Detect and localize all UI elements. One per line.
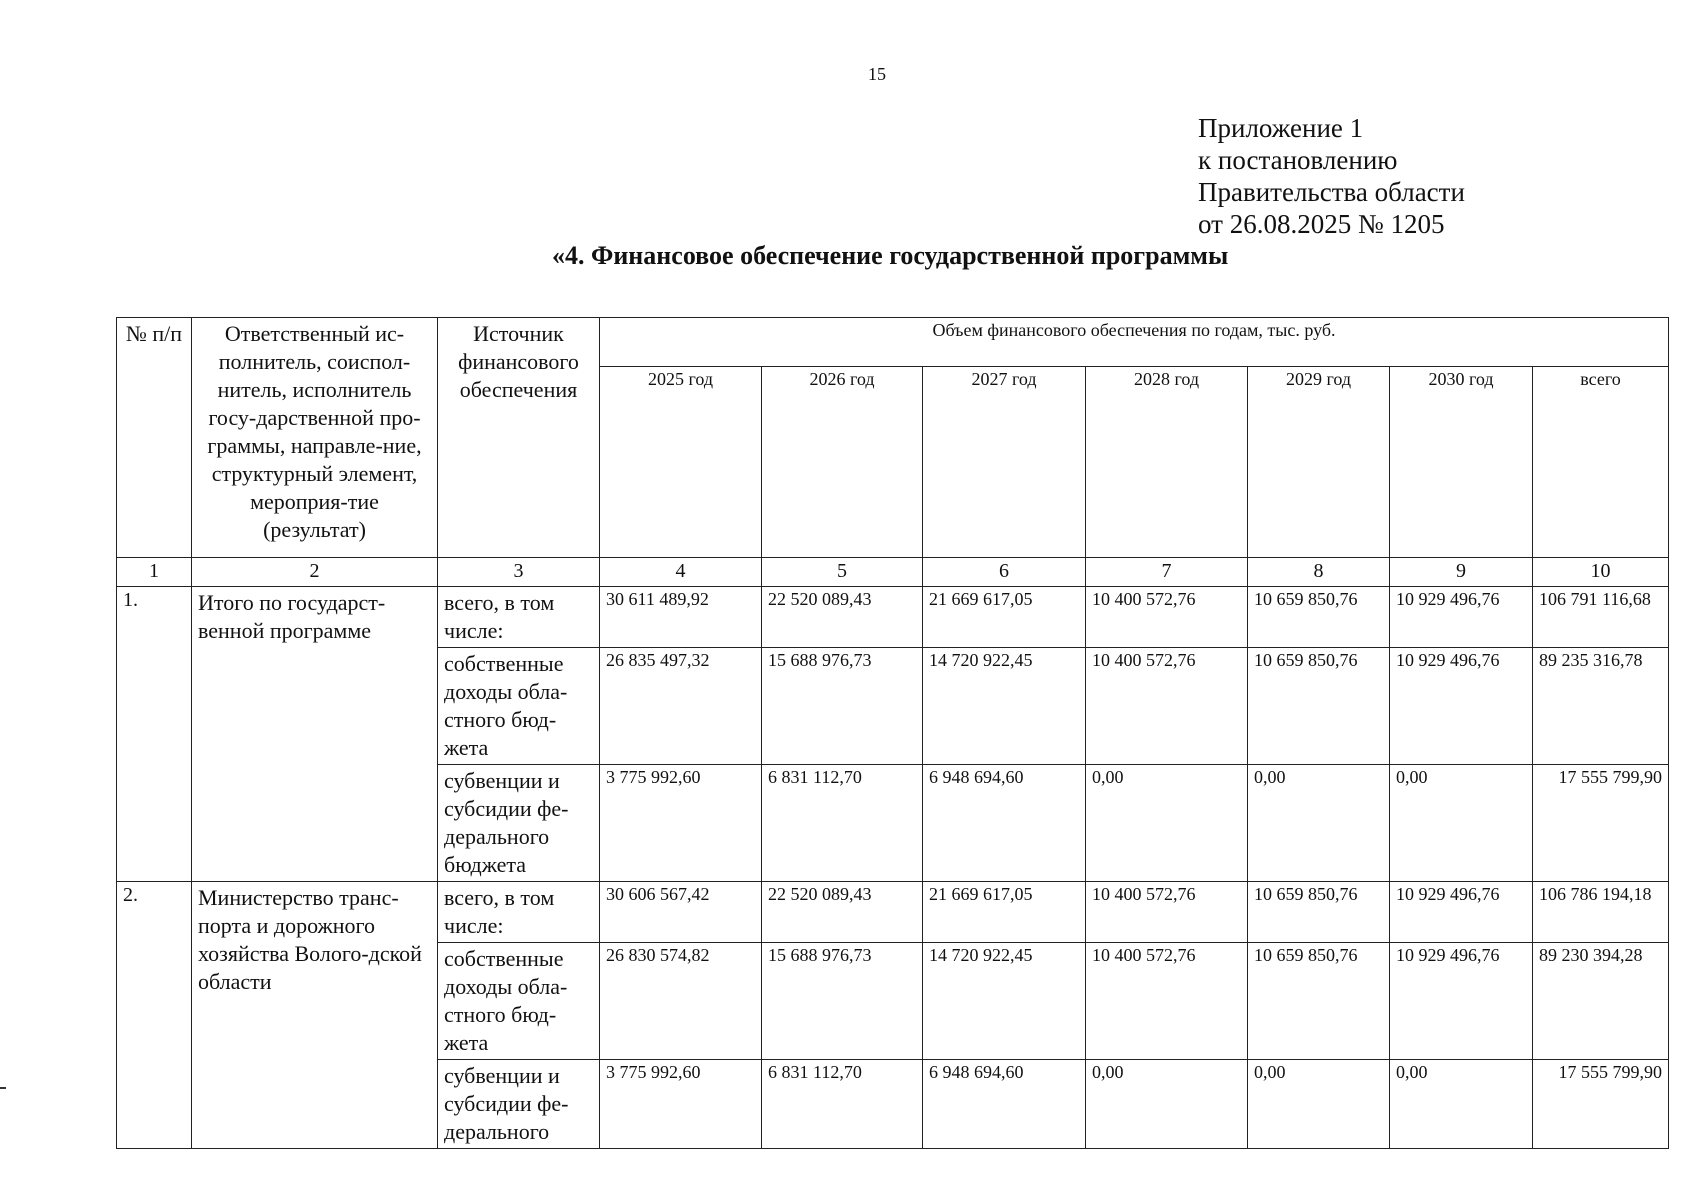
column-number: 1 (117, 558, 192, 587)
page-number: 15 (868, 64, 886, 84)
row-executor: Итого по государст-венной программе (192, 587, 438, 882)
value-cell: 26 835 497,32 (600, 648, 762, 765)
header-year-2027: 2027 год (923, 367, 1086, 558)
column-number: 2 (192, 558, 438, 587)
value-cell: 10 929 496,76 (1390, 587, 1533, 648)
source-label: субвенции и субсидии фе-дерального бюджета (438, 765, 600, 882)
value-cell: 14 720 922,45 (923, 648, 1086, 765)
appendix-block (1198, 112, 1465, 240)
header-row-1 (117, 318, 1669, 367)
value-cell: 89 230 394,28 (1533, 943, 1669, 1060)
source-label: всего, в том числе: (438, 587, 600, 648)
source-label: субвенции и субсидии фе-дерального (438, 1060, 600, 1149)
value-cell: 17 555 799,90 (1533, 765, 1669, 882)
value-cell: 22 520 089,43 (762, 882, 923, 943)
header-executor: Ответственный ис-полнитель, соиспол-нитель, исполнитель госу-дарственной про-граммы, направле-ние, структурный элемент, мероприя-тие (результат) (192, 318, 438, 558)
column-number: 7 (1086, 558, 1248, 587)
value-cell: 3 775 992,60 (600, 1060, 762, 1149)
value-cell: 10 659 850,76 (1248, 587, 1390, 648)
value-cell: 15 688 976,73 (762, 648, 923, 765)
value-cell: 6 948 694,60 (923, 765, 1086, 882)
value-cell: 22 520 089,43 (762, 587, 923, 648)
column-number: 8 (1248, 558, 1390, 587)
value-cell: 10 659 850,76 (1248, 943, 1390, 1060)
value-cell: 26 830 574,82 (600, 943, 762, 1060)
source-label: всего, в том числе: (438, 882, 600, 943)
header-source: Источник финансового обеспечения (438, 318, 600, 558)
value-cell: 6 831 112,70 (762, 765, 923, 882)
column-number: 9 (1390, 558, 1533, 587)
value-cell: 0,00 (1248, 1060, 1390, 1149)
column-number: 4 (600, 558, 762, 587)
value-cell: 10 929 496,76 (1390, 648, 1533, 765)
value-cell: 0,00 (1390, 1060, 1533, 1149)
row-number: 1. (117, 587, 192, 882)
header-no: № п/п (117, 318, 192, 558)
column-number: 3 (438, 558, 600, 587)
financing-table (116, 317, 1669, 1149)
header-year-2028: 2028 год (1086, 367, 1248, 558)
row-number: 2. (117, 882, 192, 1149)
value-cell: 14 720 922,45 (923, 943, 1086, 1060)
column-number: 10 (1533, 558, 1669, 587)
value-cell: 0,00 (1086, 765, 1248, 882)
value-cell: 10 929 496,76 (1390, 882, 1533, 943)
appendix-line-4: от 26.08.2025 № 1205 (1198, 209, 1445, 239)
margin-mark (0, 1087, 6, 1089)
column-number: 5 (762, 558, 923, 587)
value-cell: 30 606 567,42 (600, 882, 762, 943)
header-year-2029: 2029 год (1248, 367, 1390, 558)
value-cell: 21 669 617,05 (923, 882, 1086, 943)
table-row (117, 587, 1669, 648)
appendix-line-3: Правительства области (1198, 177, 1465, 207)
value-cell: 89 235 316,78 (1533, 648, 1669, 765)
source-label: собственные доходы обла-стного бюд-жета (438, 943, 600, 1060)
appendix-line-1: Приложение 1 (1198, 113, 1364, 143)
value-cell: 10 400 572,76 (1086, 648, 1248, 765)
value-cell: 0,00 (1390, 765, 1533, 882)
header-volume: Объем финансового обеспечения по годам, тыс. руб. (600, 318, 1669, 367)
value-cell: 10 400 572,76 (1086, 882, 1248, 943)
value-cell: 10 400 572,76 (1086, 943, 1248, 1060)
value-cell: 6 948 694,60 (923, 1060, 1086, 1149)
value-cell: 6 831 112,70 (762, 1060, 923, 1149)
column-numbers-row (117, 558, 1669, 587)
value-cell: 0,00 (1086, 1060, 1248, 1149)
value-cell: 30 611 489,92 (600, 587, 762, 648)
value-cell: 21 669 617,05 (923, 587, 1086, 648)
header-year-2026: 2026 год (762, 367, 923, 558)
appendix-line-2: к постановлению (1198, 145, 1398, 175)
section-title: «4. Финансовое обеспечение государственной программы (552, 241, 1229, 270)
value-cell: 10 659 850,76 (1248, 882, 1390, 943)
value-cell: 10 400 572,76 (1086, 587, 1248, 648)
value-cell: 3 775 992,60 (600, 765, 762, 882)
value-cell: 10 929 496,76 (1390, 943, 1533, 1060)
header-year-2025: 2025 год (600, 367, 762, 558)
value-cell: 106 791 116,68 (1533, 587, 1669, 648)
value-cell: 15 688 976,73 (762, 943, 923, 1060)
table-row (117, 882, 1669, 943)
header-year-2030: 2030 год (1390, 367, 1533, 558)
source-label: собственные доходы обла-стного бюд-жета (438, 648, 600, 765)
value-cell: 106 786 194,18 (1533, 882, 1669, 943)
value-cell: 17 555 799,90 (1533, 1060, 1669, 1149)
column-number: 6 (923, 558, 1086, 587)
value-cell: 10 659 850,76 (1248, 648, 1390, 765)
value-cell: 0,00 (1248, 765, 1390, 882)
header-total: всего (1533, 367, 1669, 558)
row-executor: Министерство транс-порта и дорожного хозяйства Волого-дской области (192, 882, 438, 1149)
